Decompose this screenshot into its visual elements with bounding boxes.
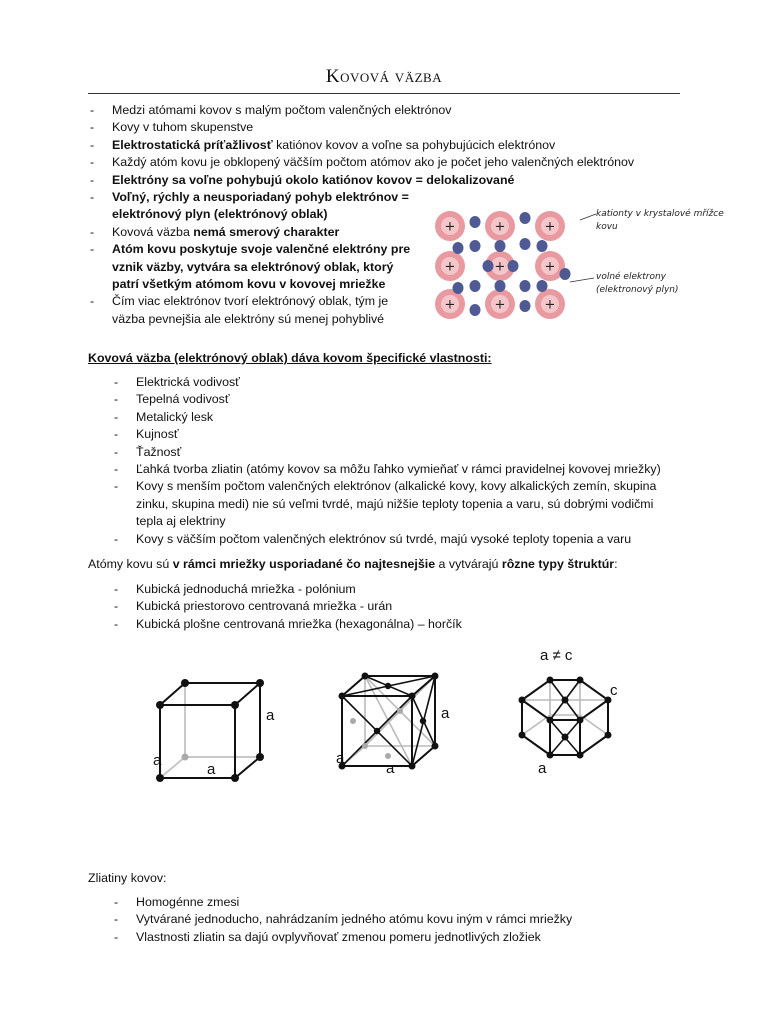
electron-particle — [520, 238, 531, 250]
list-item-text: Kubická jednoduchá mriežka - polónium — [136, 582, 356, 596]
page-title: Kovová väzba — [325, 66, 443, 87]
list-item — [112, 894, 712, 911]
bullet-dash: - — [90, 294, 95, 309]
electron-particle — [560, 268, 571, 280]
bullet-dash: - — [90, 242, 95, 257]
plus-sign: + — [444, 297, 456, 313]
bullet-dash: - — [90, 190, 95, 205]
electron-particle — [470, 304, 481, 316]
list-item-text: Ťažnosť — [136, 444, 182, 459]
structures-list — [112, 581, 672, 633]
bold-text: nemá smerový charakter — [193, 224, 340, 239]
list-item — [88, 224, 422, 241]
plus-sign: + — [544, 259, 556, 275]
electron-particle — [470, 216, 481, 228]
title-underline — [88, 93, 680, 94]
properties-heading: Kovová väzba (elektrónový oblak) dáva kovom špecifické vlastnosti: — [88, 351, 492, 365]
text-run: katiónov kovov a voľne sa pohybujúcich elektrónov — [272, 137, 556, 152]
cation-label-line1: kationty v krystalové mřížce — [596, 209, 724, 219]
electron-particle — [520, 212, 531, 224]
list-item — [112, 581, 672, 598]
structures-sentence — [88, 556, 618, 573]
bullet-dash: - — [114, 444, 119, 459]
bullet-dash: - — [114, 531, 119, 546]
edge-label-a: a — [386, 760, 395, 777]
list-item — [112, 616, 672, 633]
bullet-dash: - — [90, 155, 95, 170]
electron-particle — [453, 282, 464, 294]
list-item — [88, 119, 688, 136]
list-item — [112, 461, 682, 478]
edge-label-a: a — [153, 752, 162, 769]
list-item-text: Vytvárané jednoducho, nahrádzaním jedného atómu kovu iným v rámci mriežky — [136, 912, 573, 927]
bullet-dash: - — [114, 895, 119, 909]
list-item-text: Metalický lesk — [136, 409, 214, 424]
bullet-dash: - — [114, 912, 119, 927]
text-run: Každý atóm kovu je obklopený väčším počtom atómov ako je počet jeho valenčných elektrónov — [112, 155, 635, 170]
list-item — [88, 154, 688, 171]
edge-label-a: a — [266, 707, 275, 724]
bullet-dash: - — [114, 479, 119, 494]
list-item — [112, 911, 712, 928]
list-item-text: Homogénne zmesi — [136, 895, 240, 909]
a-not-equal-c-label: a ≠ c — [540, 647, 573, 664]
edge-label-a: a — [336, 750, 345, 767]
plus-sign: + — [494, 297, 506, 313]
list-item — [88, 241, 422, 293]
plus-sign: + — [444, 219, 456, 235]
list-item-text: Kovy s väčším počtom valenčných elektrónov sú tvrdé, majú vysoké teploty topenia a varu — [136, 531, 632, 546]
text-run: : — [614, 557, 618, 571]
plus-sign: + — [494, 259, 506, 275]
list-item-text: Kubická priestorovo centrovaná mriežka - urán — [136, 599, 393, 614]
bullet-dash: - — [90, 103, 95, 117]
list-item — [112, 531, 682, 548]
electron-label-line1: volné elektrony — [596, 272, 666, 282]
bullet-dash: - — [114, 929, 119, 944]
bullet-dash: - — [90, 224, 95, 239]
list-item — [112, 444, 682, 461]
electron-label-line2: (elektronový plyn) — [596, 285, 679, 295]
bold-text: Atóm kovu poskytuje svoje valenčné elektróny pre vznik väzby, vytvára sa elektrónový oblak, ktorý patrí všetkým atómom kovu v kovovej mriežke — [112, 242, 411, 292]
bullet-dash: - — [114, 392, 119, 407]
text-run: Kovy v tuhom skupenstve — [112, 120, 254, 135]
electron-particle — [483, 260, 494, 272]
text-run: Medzi atómami kovov s malým počtom valenčných elektrónov — [112, 103, 452, 117]
simple-cubic-diagram — [145, 650, 295, 790]
list-item-text: Elektrická vodivosť — [136, 375, 240, 389]
list-item-text: Tepelná vodivosť — [136, 392, 230, 407]
electron-particle — [520, 300, 531, 312]
plus-sign: + — [544, 297, 556, 313]
bullet-dash: - — [114, 599, 119, 614]
properties-list — [112, 374, 682, 548]
electron-particle — [537, 240, 548, 252]
edge-label-a: a — [538, 760, 547, 777]
bullet-dash: - — [90, 137, 95, 152]
list-item-text: Kujnosť — [136, 427, 179, 442]
bullet-dash: - — [114, 427, 119, 442]
electron-particle — [453, 242, 464, 254]
text-run: Kovová väzba — [112, 224, 194, 239]
list-item — [112, 929, 712, 946]
bullet-dash: - — [114, 616, 119, 631]
plus-sign: + — [494, 219, 506, 235]
list-item — [88, 189, 422, 224]
face-centered-cubic-diagram — [330, 648, 470, 788]
bullet-dash: - — [90, 120, 95, 135]
list-item — [88, 102, 688, 119]
electron-pointer-line — [570, 278, 594, 282]
text-run: Čím viac elektrónov tvorí elektrónový oblak, tým je väzba pevnejšia ale elektróny sú menej pohyblivé — [112, 294, 389, 326]
list-item — [112, 426, 682, 443]
metal-lattice-figure — [430, 198, 760, 328]
list-item — [112, 391, 682, 408]
plus-sign: + — [544, 219, 556, 235]
bold-text: rôzne typy štruktúr — [501, 557, 615, 571]
edge-label-a: a — [441, 705, 450, 722]
bullet-dash: - — [114, 375, 119, 389]
electron-particle — [537, 280, 548, 292]
alloys-list — [112, 894, 712, 946]
cation-label-line2: kovu — [596, 222, 618, 232]
list-item — [88, 172, 688, 189]
alloys-heading: Zliatiny kovov: — [88, 871, 167, 885]
bold-text: Elektróny sa voľne pohybujú okolo katiónov kovov = delokalizované — [112, 172, 515, 187]
electron-particle — [508, 260, 519, 272]
electron-particle — [495, 240, 506, 252]
lattice-particles — [435, 211, 571, 319]
electron-particle — [470, 240, 481, 252]
bullet-dash: - — [114, 582, 119, 596]
edge-label-a: a — [207, 761, 216, 778]
bold-text: Elektrostatická príťažlivosť — [112, 137, 273, 152]
list-item — [112, 409, 682, 426]
list-item — [112, 478, 682, 530]
list-item-text: Kubická plošne centrovaná mriežka (hexagonálna) – horčík — [136, 616, 462, 631]
bullet-dash: - — [90, 172, 95, 187]
bullet-dash: - — [114, 462, 119, 477]
electron-particle — [520, 280, 531, 292]
text-run: Atómy kovu sú — [88, 557, 173, 571]
list-item-text: Kovy s menším počtom valenčných elektrónov (alkalické kovy, kovy alkalických zemín, skupina zinku, skupina medi) nie sú veľmi tvrdé, majú nižšie teploty topenia a varu, sú dobrými vodičmi tepla aj elektriny — [136, 479, 657, 529]
list-item — [112, 374, 682, 391]
bullet-dash: - — [114, 409, 119, 424]
list-item — [88, 293, 422, 328]
bold-text: Voľný, rýchly a neusporiadaný pohyb elektrónov = elektrónový plyn (elektrónový oblak) — [112, 190, 409, 222]
electron-particle — [495, 280, 506, 292]
edge-label-c: c — [610, 682, 618, 699]
hexagonal-lattice-diagram — [510, 640, 640, 780]
list-item — [112, 598, 672, 615]
list-item-text: Vlastnosti zliatin sa dajú ovplyvňovať zmenou pomeru jednotlivých zložiek — [136, 929, 541, 944]
electron-particle — [470, 280, 481, 292]
plus-sign: + — [444, 259, 456, 275]
list-item-text: Ľahká tvorba zliatin (atómy kovov sa môžu ľahko vymieňať v rámci pravidelnej kovovej mriežky) — [136, 462, 661, 477]
bold-text: v rámci mriežky usporiadané čo najtesnejšie — [172, 557, 436, 571]
list-item — [88, 137, 688, 154]
text-run: a vytvárajú — [435, 557, 502, 571]
cation-pointer-line — [580, 214, 596, 220]
